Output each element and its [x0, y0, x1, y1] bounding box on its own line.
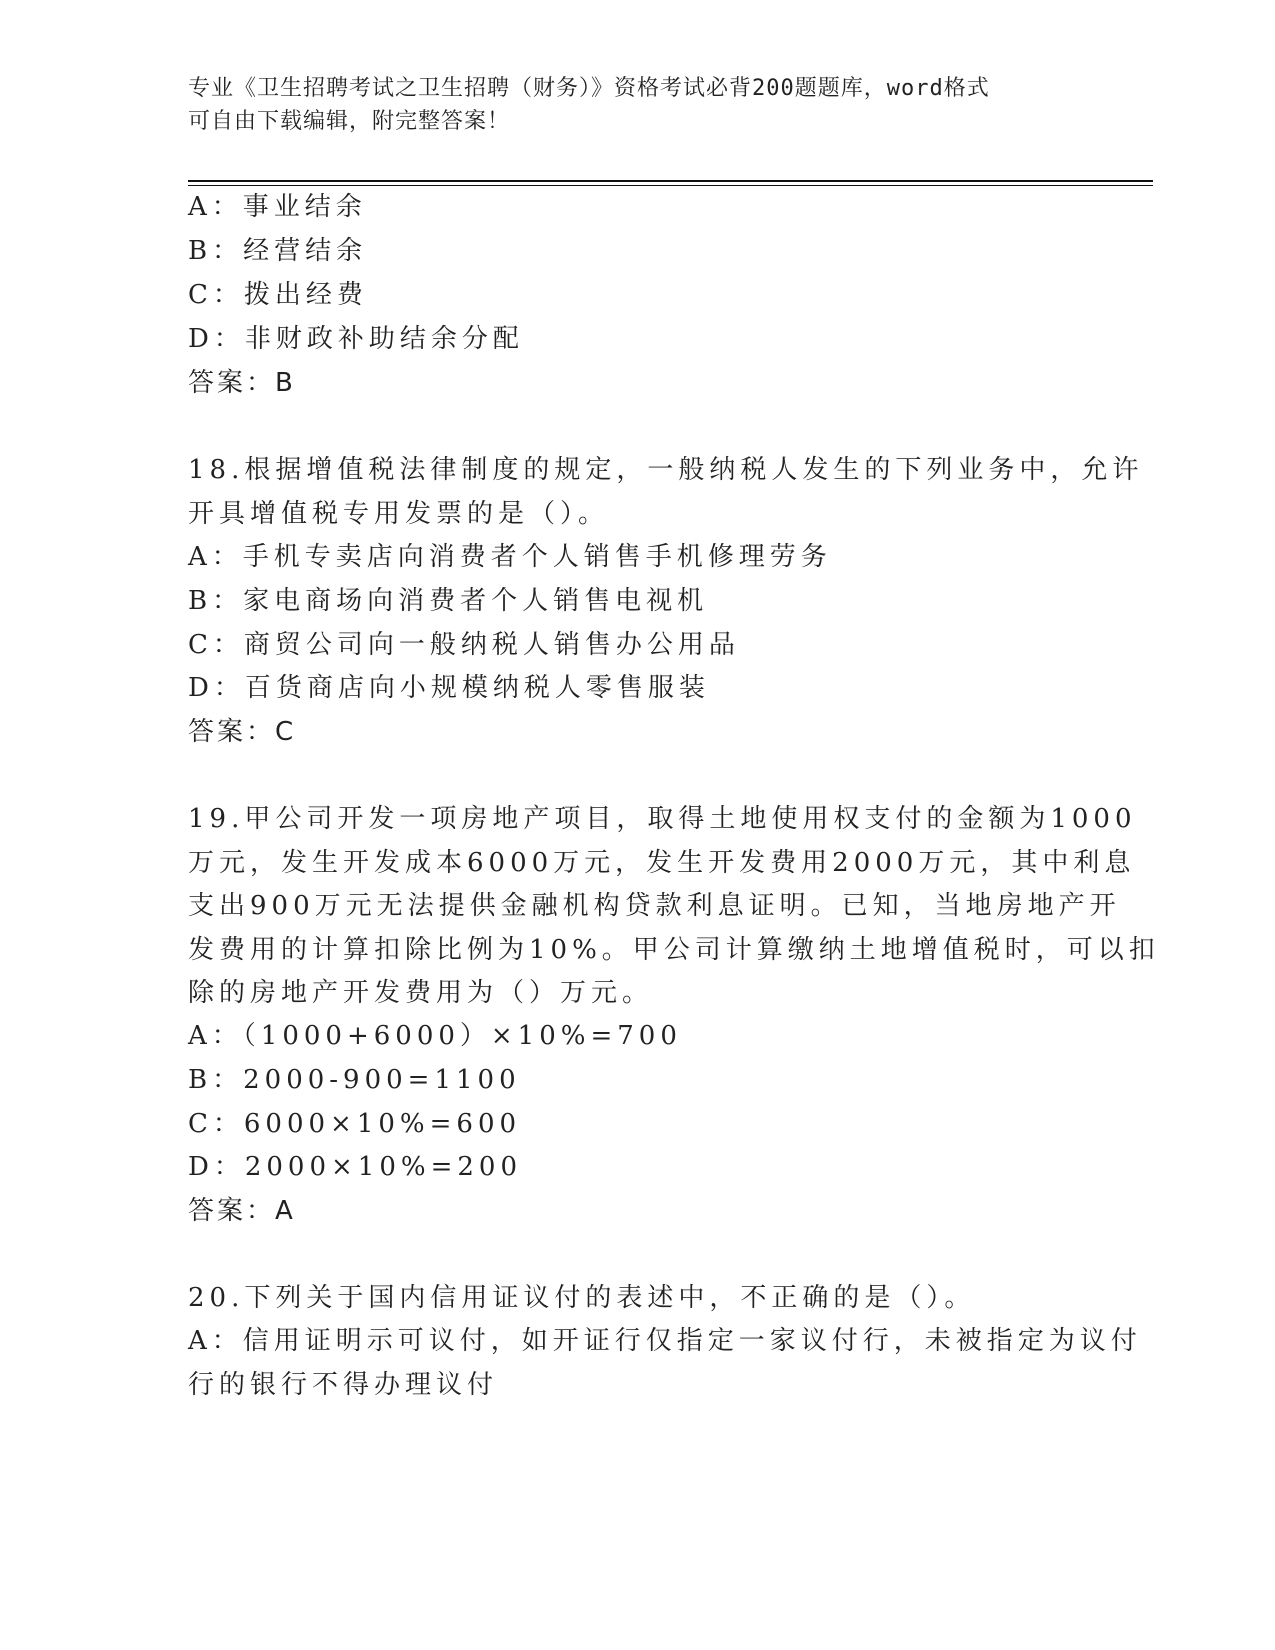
- header-divider-thick: [188, 180, 1153, 182]
- q19-stem-line-3: 支出900万元无法提供金融机构贷款利息证明。已知，当地房地产开: [188, 891, 1121, 921]
- q19-stem-line-2: 万元，发生开发成本6000万元，发生开发费用2000万元，其中利息: [188, 848, 1136, 878]
- q19-answer: 答案：A: [188, 1196, 296, 1226]
- q17-option-a: A：事业结余: [188, 192, 367, 222]
- q17-option-d: D：非财政补助结余分配: [188, 324, 524, 354]
- q18-stem-line-1: 18.根据增值税法律制度的规定，一般纳税人发生的下列业务中，允许: [188, 455, 1144, 485]
- q18-option-d: D：百货商店向小规模纳税人零售服装: [188, 673, 710, 703]
- q18-answer: 答案：C: [188, 717, 297, 747]
- q19-stem-line-4: 发费用的计算扣除比例为10%。甲公司计算缴纳土地增值税时，可以扣: [188, 935, 1160, 965]
- q17-option-c: C：拨出经费: [188, 280, 368, 310]
- q18-option-c: C：商贸公司向一般纳税人销售办公用品: [188, 630, 740, 660]
- q19-option-a: A：（1000+6000）×10%=700: [188, 1021, 682, 1051]
- q18-option-a: A：手机专卖店向消费者个人销售手机修理劳务: [188, 542, 832, 572]
- q18-option-b: B：家电商场向消费者个人销售电视机: [188, 586, 709, 616]
- q20-option-a-line-1: A：信用证明示可议付，如开证行仅指定一家议付行，未被指定为议付: [188, 1326, 1142, 1356]
- q19-option-d: D：2000×10%=200: [188, 1152, 522, 1182]
- q19-stem-line-5: 除的房地产开发费用为（）万元。: [188, 978, 654, 1008]
- document-header: [188, 72, 1088, 138]
- q18-stem-line-2: 开具增值税专用发票的是（）。: [188, 499, 610, 529]
- header-title-line-2: 可自由下载编辑，附完整答案！: [188, 109, 511, 134]
- header-title-line-1: 专业《卫生招聘考试之卫生招聘（财务）》资格考试必背200题题库，word格式: [188, 76, 990, 101]
- q20-stem: 20.下列关于国内信用证议付的表述中，不正确的是（）。: [188, 1283, 976, 1313]
- q17-option-b: B：经营结余: [188, 236, 368, 266]
- q19-stem-line-1: 19.甲公司开发一项房地产项目，取得土地使用权支付的金额为1000: [188, 804, 1137, 834]
- q20-option-a-line-2: 行的银行不得办理议付: [188, 1370, 499, 1400]
- q17-answer: 答案：B: [188, 368, 296, 398]
- q19-option-b: B：2000-900=1100: [188, 1065, 521, 1095]
- q19-option-c: C：6000×10%=600: [188, 1109, 522, 1139]
